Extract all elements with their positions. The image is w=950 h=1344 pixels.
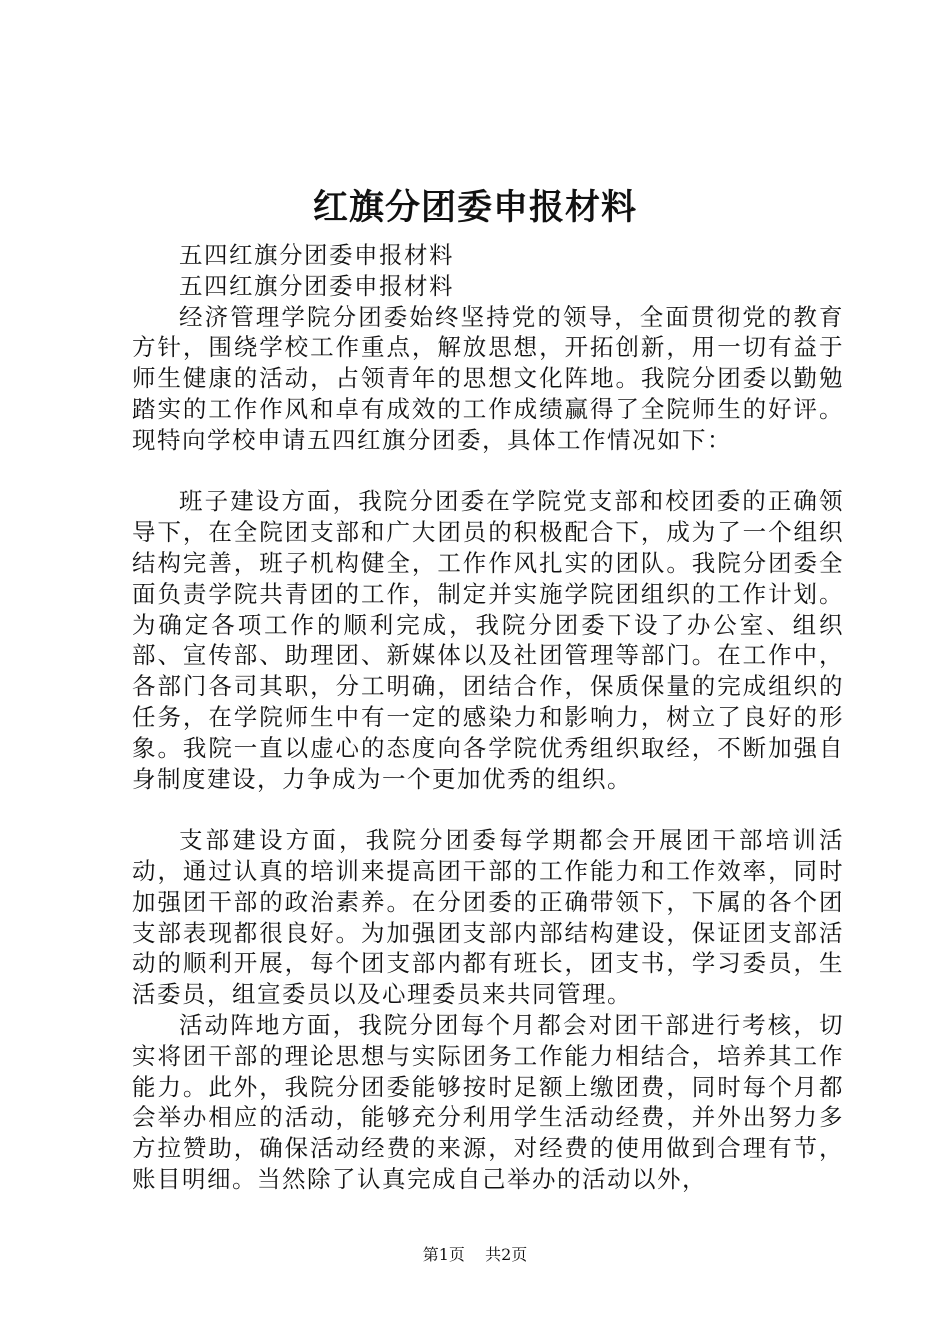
page-footer [0, 1244, 950, 1266]
paragraph-spacer [132, 456, 844, 487]
activity-paragraph: 活动阵地方面，我院分团每个月都会对团干部进行考核，切实将团干部的理论思想与实际团务工作能力相结合，培养其工作能力。此外，我院分团委能够按时足额上缴团费，同时每个月都会举办相应的活动，能够充分利用学生活动经费，并外出努力多方拉赞助，确保活动经费的来源，对经费的使用做到合理有节，账目明细。当然除了认真完成自己举办的活动以外， [132, 1010, 844, 1193]
subtitle-line: 五四红旗分团委申报材料 [179, 241, 454, 269]
subtitle-line: 五四红旗分团委申报材料 [179, 271, 454, 300]
page-number: 第1页 [422, 1245, 465, 1264]
document-body [132, 240, 844, 1195]
document-title: 红旗分团委申报材料 [312, 187, 637, 228]
paragraph-spacer [132, 794, 844, 825]
page-total: 共2页 [485, 1245, 528, 1264]
intro-paragraph: 经济管理学院分团委始终坚持党的领导，全面贯彻党的教育方针，围绕学校工作重点，解放思想，开拓创新，用一切有益于师生健康的活动，占领青年的思想文化阵地。我院分团委以勤勉踏实的工作作风和卓有成效的工作成绩赢得了全院师生的好评。现特向学校申请五四红旗分团委，具体工作情况如下： [132, 302, 844, 454]
branch-paragraph: 支部建设方面，我院分团委每学期都会开展团干部培训活动，通过认真的培训来提高团干部的工作能力和工作效率，同时加强团干部的政治素养。在分团委的正确带领下，下属的各个团支部表现都很良好。为加强团支部内部结构建设，保证团支部活动的顺利开展，每个团支部内都有班长，团支书，学习委员，生活委员，组宣委员以及心理委员来共同管理。 [132, 826, 844, 1009]
leadership-paragraph: 班子建设方面，我院分团委在学院党支部和校团委的正确领导下，在全院团支部和广大团员的积极配合下，成为了一个组织结构完善，班子机构健全，工作作风扎实的团队。我院分团委全面负责学院共青团的工作，制定并实施学院团组织的工作计划。为确定各项工作的顺利完成，我院分团委下设了办公室、组织部、宣传部、助理团、新媒体以及社团管理等部门。在工作中，各部门各司其职，分工明确，团结合作，保质保量的完成组织的任务，在学院师生中有一定的感染力和影响力，树立了良好的形象。我院一直以虚心的态度向各学院优秀组织取经，不断加强自身制度建设，力争成为一个更加优秀的组织。 [132, 487, 844, 793]
